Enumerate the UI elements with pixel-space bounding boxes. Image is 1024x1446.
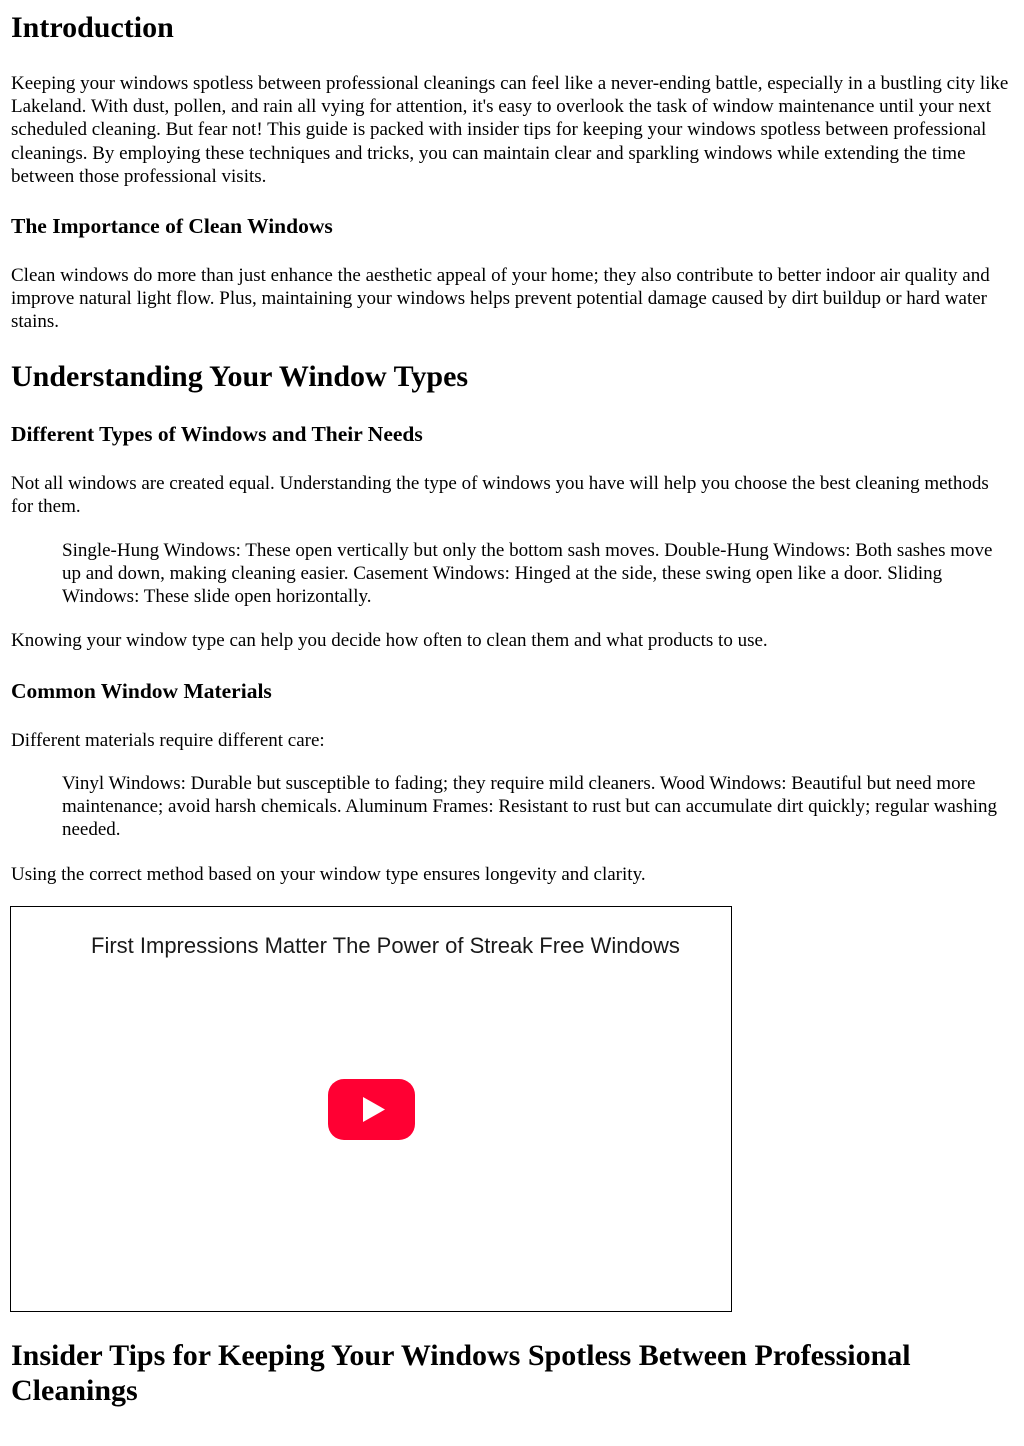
intro-paragraph: Keeping your windows spotless between professional cleanings can feel like a never-ending battle, especially in a bustling city like Lakeland. With dust, pollen, and rain all vying for attention, it's easy to overlook the task of window maintenance until your next scheduled cleaning. But fear not! This guide is packed with insider tips for keeping your windows spotless between professional cleanings. By employing these techniques and tricks, you can maintain clear and sparkling windows while extending the time between those professional visits.	[11, 73, 1009, 187]
importance-section	[11, 213, 1014, 239]
materials-after: Using the correct method based on your window type ensures longevity and clarity.	[11, 864, 646, 885]
intro-section	[11, 72, 1014, 188]
materials-section	[11, 678, 1014, 704]
types-body	[11, 472, 1014, 518]
video-embed[interactable]	[10, 906, 732, 1312]
importance-body	[11, 264, 1014, 334]
importance-paragraph: Clean windows do more than just enhance the aesthetic appeal of your home; they also contribute to better indoor air quality and improve natural light flow. Plus, maintaining your windows helps prevent potential damage caused by dirt buildup or hard water stains.	[11, 265, 990, 333]
understanding-heading: Understanding Your Window Types	[11, 360, 469, 393]
insider-section	[11, 1338, 1014, 1408]
types-quote-block	[11, 539, 1014, 609]
types-after-block	[11, 629, 1014, 652]
types-after: Knowing your window type can help you decide how often to clean them and what products to use.	[11, 630, 768, 651]
importance-heading: The Importance of Clean Windows	[11, 214, 333, 238]
types-heading: Different Types of Windows and Their Needs	[11, 422, 423, 446]
types-paragraph: Not all windows are created equal. Understanding the type of windows you have will help you choose the best cleaning methods for them.	[11, 473, 989, 518]
understanding-section	[11, 359, 1014, 394]
youtube-play-icon[interactable]	[328, 1079, 415, 1140]
insider-heading: Insider Tips for Keeping Your Windows Spotless Between Professional Cleanings	[11, 1339, 911, 1407]
types-quote: Single-Hung Windows: These open vertically but only the bottom sash moves. Double-Hung Windows: Both sashes move up and down, making cleaning easier. Casement Windows: Hinged at the side, these swing open like a door. Sliding Windows: These slide open horizontally.	[62, 540, 993, 608]
video-title[interactable]: First Impressions Matter The Power of Streak Free Windows	[91, 933, 680, 958]
materials-quote-block	[11, 772, 1014, 842]
materials-after-block	[11, 863, 1014, 886]
types-section	[11, 421, 1014, 447]
materials-paragraph: Different materials require different care:	[11, 730, 325, 751]
intro-heading: Introduction	[11, 11, 174, 44]
materials-quote: Vinyl Windows: Durable but susceptible to fading; they require mild cleaners. Wood Windows: Beautiful but need more maintenance; avoid harsh chemicals. Aluminum Frames: Resistant to rust but can accumulate dirt quickly; regular washing needed.	[62, 773, 997, 841]
materials-body	[11, 729, 1014, 752]
materials-heading: Common Window Materials	[11, 679, 272, 703]
